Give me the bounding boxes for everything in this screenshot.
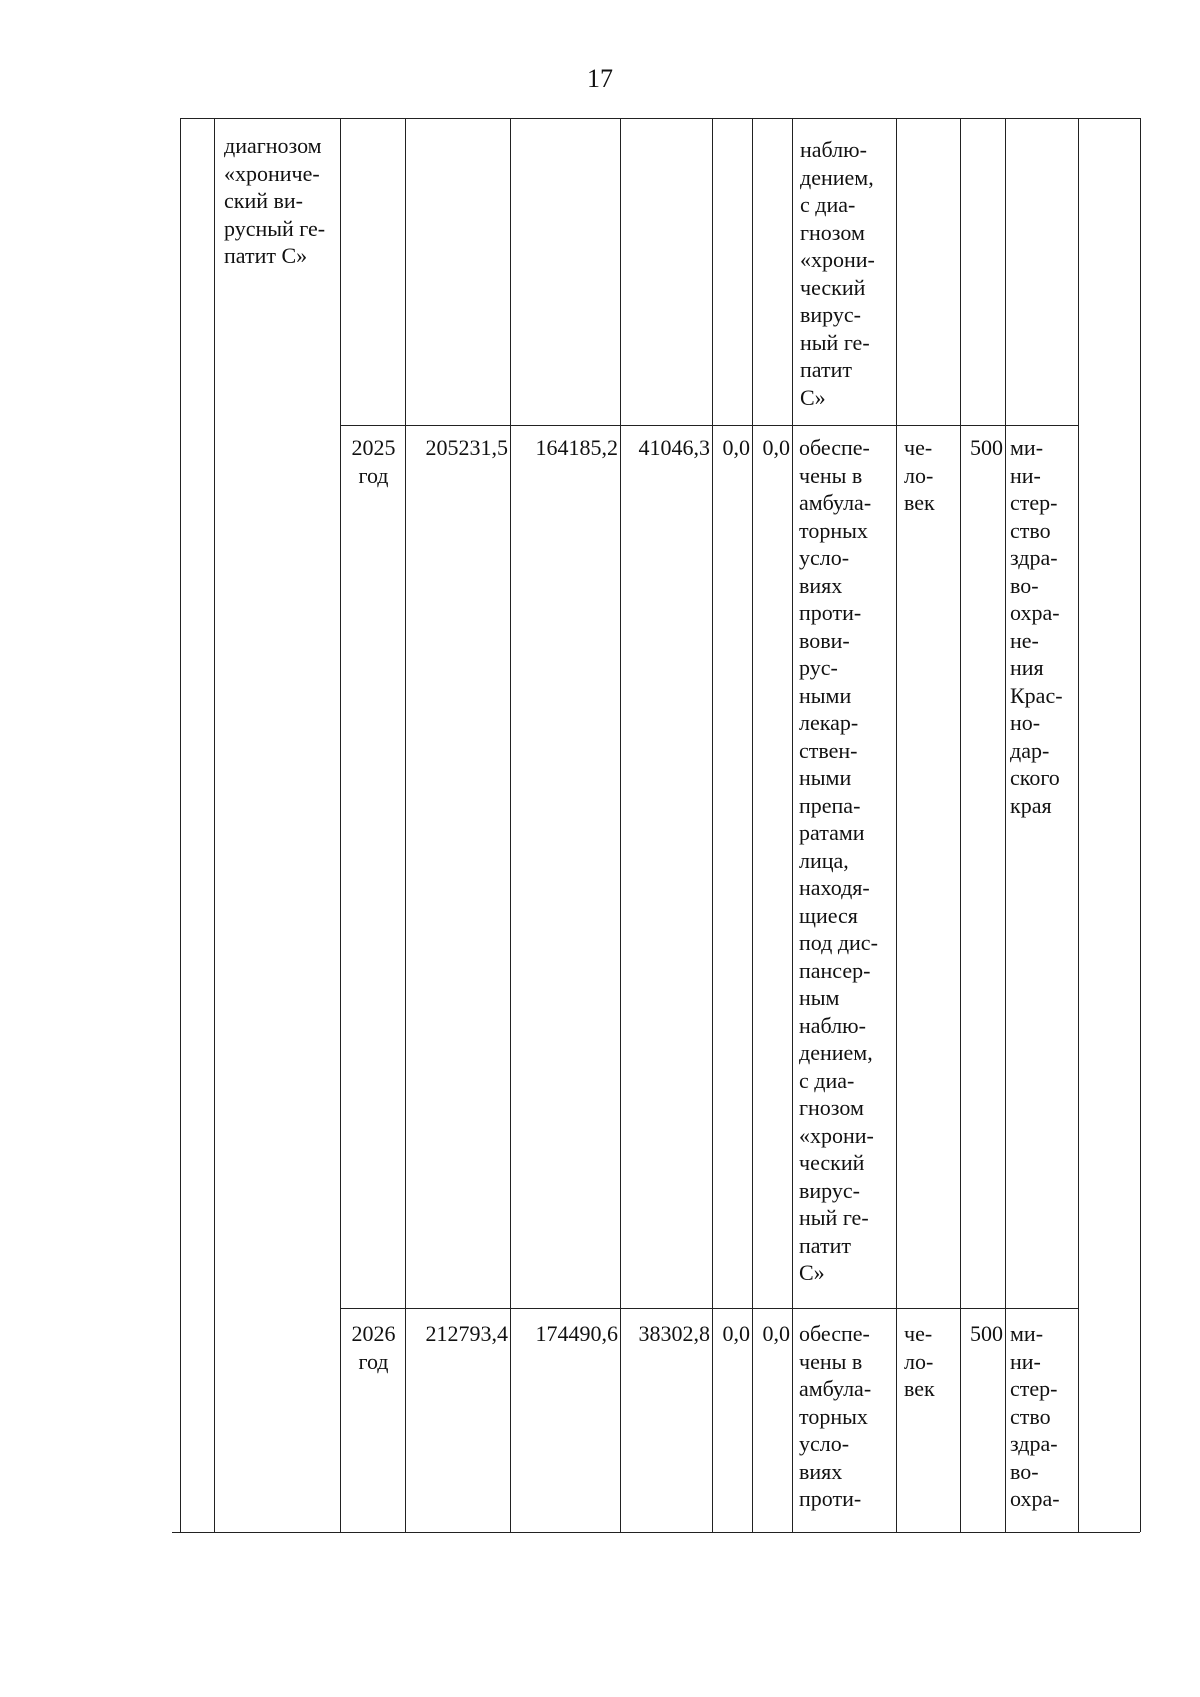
- column-border: [896, 118, 897, 1532]
- regional-cell: 38302,8: [638, 1321, 710, 1346]
- other-cell: 0,0: [762, 1321, 790, 1346]
- column-border: [1140, 118, 1141, 1532]
- row-divider-2025: [340, 425, 1078, 426]
- column-border: [1078, 118, 1079, 1532]
- responsible-cell: ми- ни- стер- ство здра- во- охра-: [1010, 1321, 1060, 1511]
- value-cell: 500: [970, 1321, 1003, 1346]
- row-divider-2026: [340, 1308, 1078, 1309]
- column-border: [340, 118, 341, 1532]
- responsible-cell: ми- ни- стер- ство здра- во- охра- не- ния Крас- но- дар- ского края: [1010, 435, 1063, 818]
- page-number: 17: [587, 64, 613, 93]
- indicator-cell: обеспе- чены в амбула- торных усло- виях проти-: [799, 1321, 872, 1511]
- federal-cell: 174490,6: [535, 1321, 618, 1346]
- indicator-cell: обеспе- чены в амбула- торных усло- виях проти- вови- рус- ными лекар- ствен- ными препа- ратами лица, находя- щиеся под дис- пансер- ным наблю- дением, с диа- гнозом «хрони- ческий вирус- ный ге- патит С»: [799, 435, 878, 1285]
- total-cell: 212793,4: [425, 1321, 508, 1346]
- measure-name-continued: диагнозом «хрониче- ский ви- русный ге- патит С»: [224, 133, 326, 268]
- year-cell: 2025 год: [351, 435, 396, 488]
- table-bottom-border: [172, 1532, 1140, 1533]
- regional-cell: 41046,3: [638, 435, 710, 460]
- year-cell: 2026 год: [351, 1321, 396, 1374]
- column-border: [180, 118, 181, 1532]
- indicator-continued: наблю- дением, с диа- гнозом «хрони- ческий вирус- ный ге- патит С»: [800, 137, 875, 410]
- federal-cell: 164185,2: [535, 435, 618, 460]
- column-border: [214, 118, 215, 1532]
- local-cell: 0,0: [722, 435, 750, 460]
- column-border: [1005, 118, 1006, 1532]
- table-top-border: [180, 118, 1140, 119]
- unit-cell: че- ло- век: [904, 435, 935, 515]
- other-cell: 0,0: [762, 435, 790, 460]
- value-cell: 500: [970, 435, 1003, 460]
- total-cell: 205231,5: [425, 435, 508, 460]
- column-border: [792, 118, 793, 1532]
- unit-cell: че- ло- век: [904, 1321, 935, 1401]
- local-cell: 0,0: [722, 1321, 750, 1346]
